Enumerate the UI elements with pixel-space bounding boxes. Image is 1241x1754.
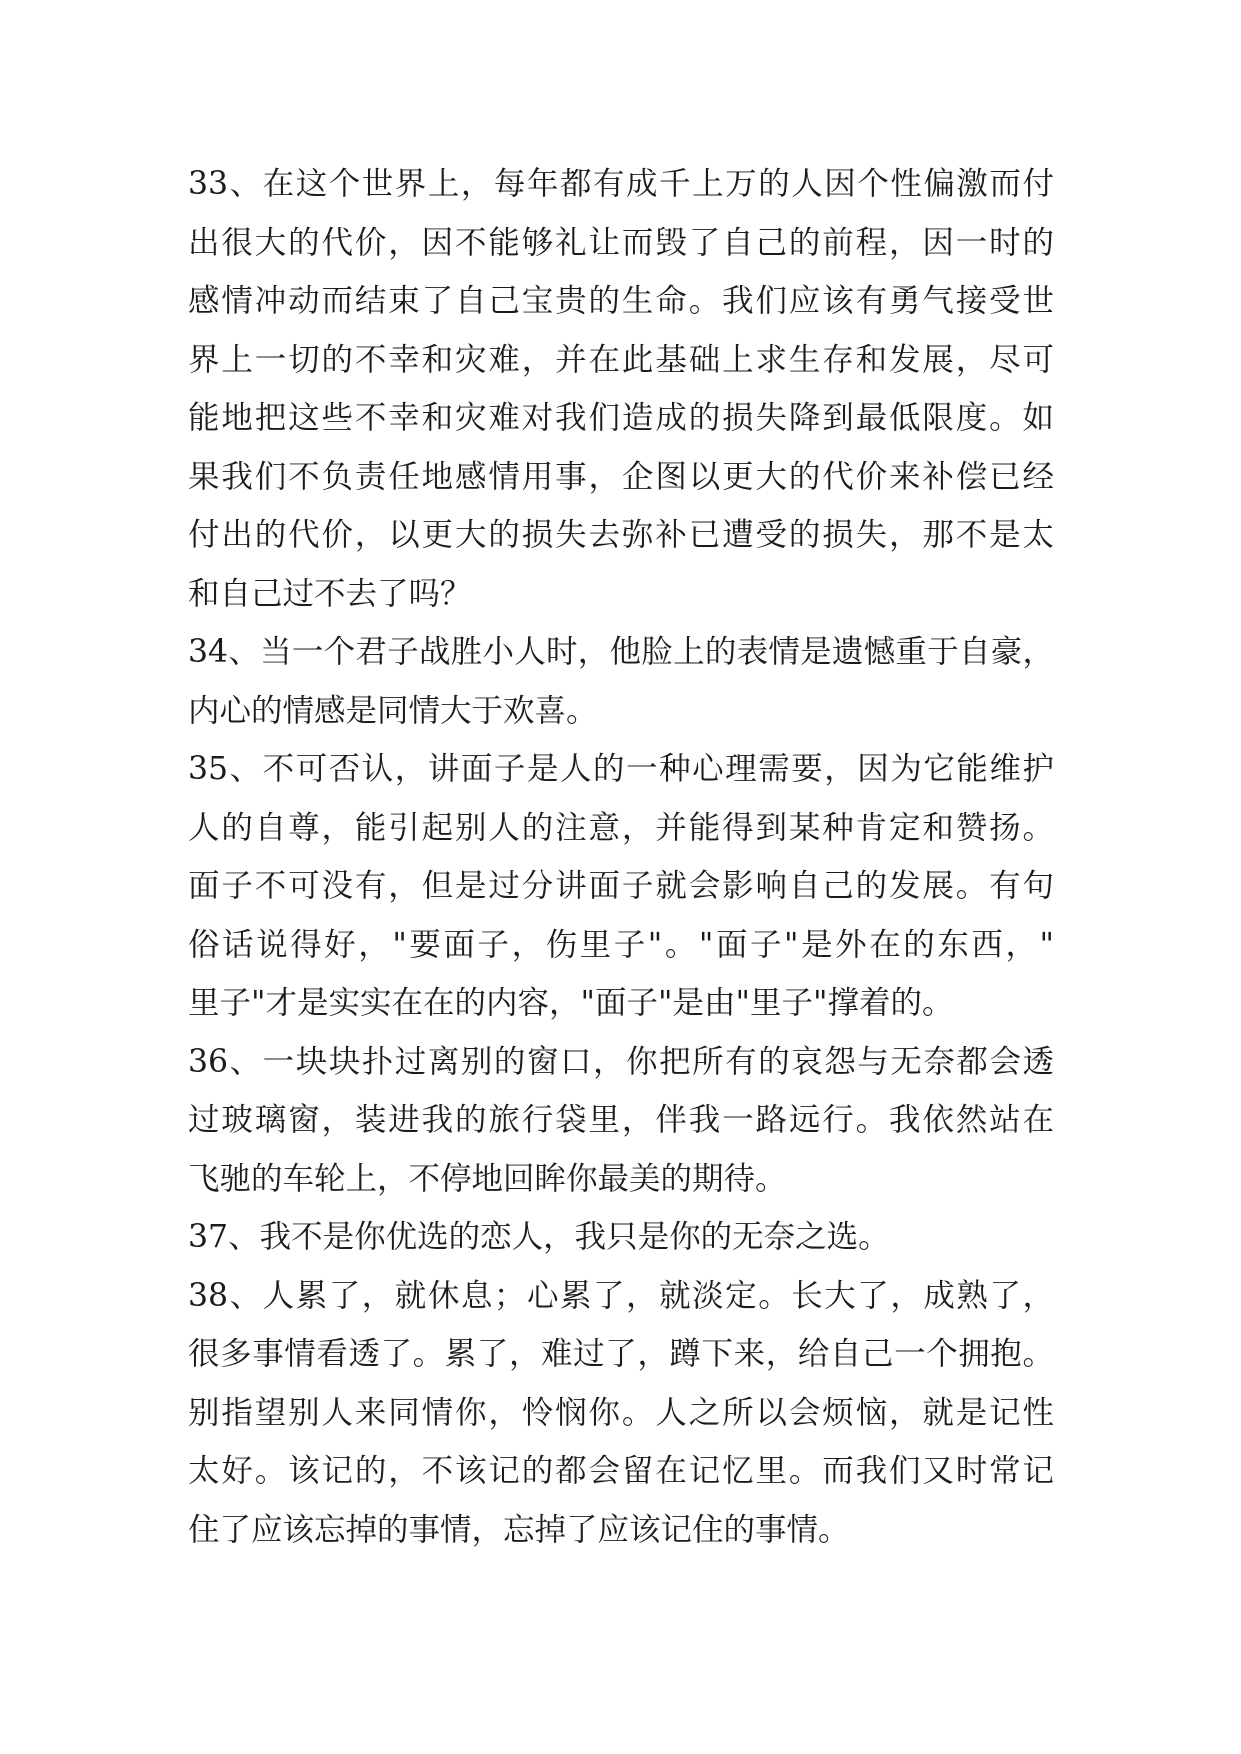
- text-line: 出很大的代价，因不能够礼让而毁了自己的前程，因一时的: [188, 224, 1054, 261]
- text-line: 和自己过不去了吗？: [188, 575, 472, 612]
- paragraph-38: [188, 1267, 1054, 1560]
- text-line: 38、人累了，就休息；心累了，就淡定。长大了，成熟了，: [188, 1277, 1054, 1314]
- text-line: 里子"才是实实在在的内容，"面子"是由"里子"撑着的。: [188, 985, 954, 1021]
- text-line: 33、在这个世界上，每年都有成千上万的人因个性偏激而付: [188, 166, 1054, 202]
- paragraph-37: [188, 1208, 1054, 1267]
- document-body: [188, 155, 1054, 1559]
- text-line: 感情冲动而结束了自己宝贵的生命。我们应该有勇气接受世: [188, 283, 1054, 319]
- text-line: 过玻璃窗，装进我的旅行袋里，伴我一路远行。我依然站在: [188, 1102, 1054, 1138]
- text-line: 能地把这些不幸和灾难对我们造成的损失降到最低限度。如: [188, 400, 1054, 436]
- text-line: 人的自尊，能引起别人的注意，并能得到某种肯定和赞扬。: [188, 809, 1054, 846]
- text-line: 付出的代价，以更大的损失去弥补已遭受的损失，那不是太: [188, 517, 1054, 553]
- text-line: 内心的情感是同情大于欢喜。: [188, 692, 598, 729]
- paragraph-35: [188, 740, 1054, 1033]
- text-line: 36、一块块扑过离别的窗口，你把所有的哀怨与无奈都会透: [188, 1043, 1054, 1080]
- text-line: 34、当一个君子战胜小人时，他脸上的表情是遗憾重于自豪，: [188, 634, 1054, 670]
- text-line: 别指望别人来同情你，怜悯你。人之所以会烦恼，就是记性: [188, 1394, 1054, 1431]
- text-line: 俗话说得好，"要面子，伤里子"。"面子"是外在的东西，": [188, 926, 1054, 963]
- text-line: 35、不可否认，讲面子是人的一种心理需要，因为它能维护: [188, 751, 1054, 787]
- text-line: 37、我不是你优选的恋人，我只是你的无奈之选。: [188, 1219, 890, 1255]
- paragraph-36: [188, 1033, 1054, 1209]
- text-line: 面子不可没有，但是过分讲面子就会影响自己的发展。有句: [188, 868, 1054, 904]
- text-line: 太好。该记的，不该记的都会留在记忆里。而我们又时常记: [188, 1453, 1054, 1489]
- text-line: 很多事情看透了。累了，难过了，蹲下来，给自己一个拥抱。: [188, 1336, 1054, 1372]
- text-line: 果我们不负责任地感情用事，企图以更大的代价来补偿已经: [188, 458, 1054, 495]
- text-line: 界上一切的不幸和灾难，并在此基础上求生存和发展，尽可: [188, 341, 1054, 378]
- text-line: 飞驰的车轮上，不停地回眸你最美的期待。: [188, 1160, 787, 1197]
- text-line: 住了应该忘掉的事情，忘掉了应该记住的事情。: [188, 1511, 850, 1548]
- paragraph-33: [188, 155, 1054, 623]
- paragraph-34: [188, 623, 1054, 740]
